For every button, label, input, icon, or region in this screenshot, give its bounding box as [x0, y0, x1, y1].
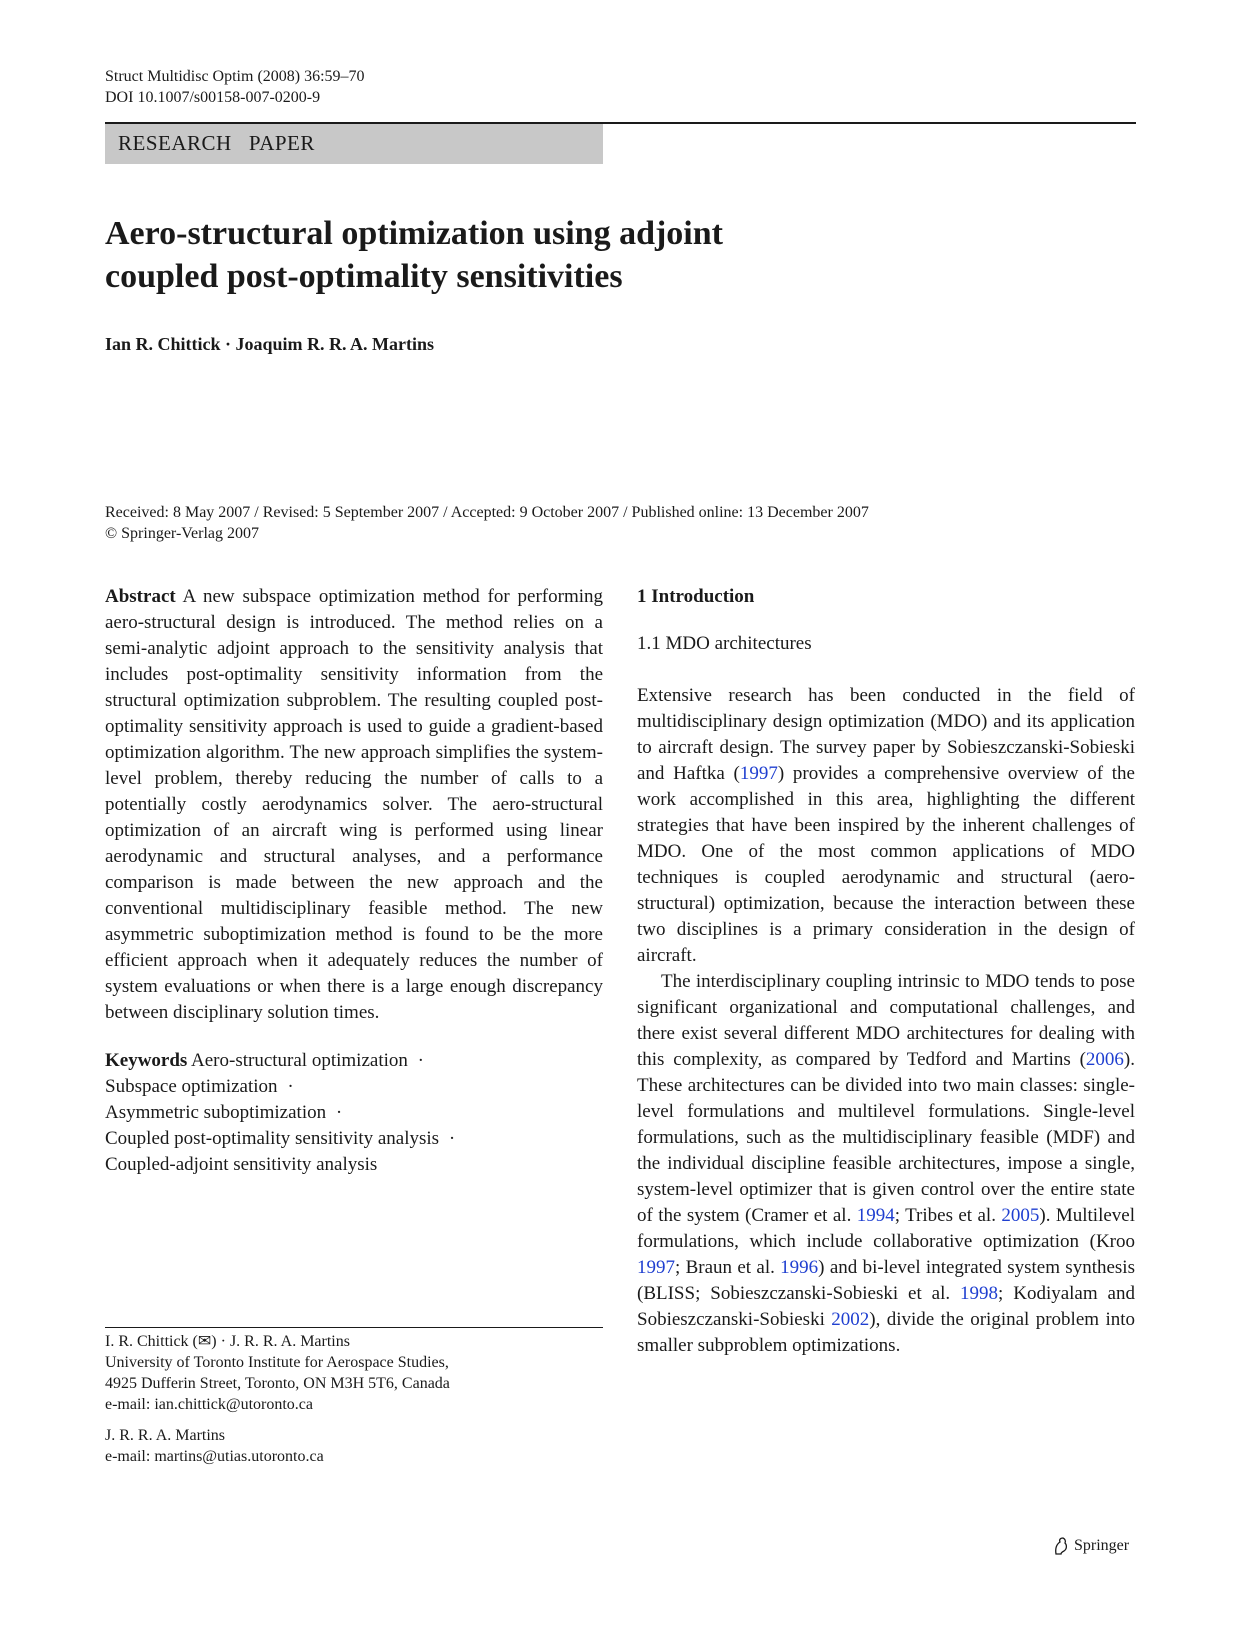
title-line-1: Aero-structural optimization using adjoint	[105, 215, 723, 252]
article-type-banner	[105, 124, 603, 164]
affiliation-2	[105, 1425, 603, 1467]
citation-link[interactable]: 1997	[637, 1257, 675, 1278]
citation-link[interactable]: 1996	[780, 1257, 819, 1278]
springer-horse-icon	[1052, 1536, 1070, 1556]
left-column	[105, 584, 603, 1178]
keyword-item: Coupled post-optimality sensitivity analysis	[105, 1128, 440, 1149]
journal-citation: Struct Multidisc Optim (2008) 36:59–70	[105, 68, 365, 85]
text-run: ) and bi-level integrated system synthesis (BLISS; Sobieszczanski-Sobieski et al.	[637, 1257, 1135, 1304]
paper-title	[105, 212, 905, 298]
intro-paragraph-1	[637, 683, 1135, 969]
keyword-separator: ·	[287, 1076, 294, 1097]
author-affiliations	[105, 1331, 603, 1477]
affiliation-1-address: 4925 Dufferin Street, Toronto, ON M3H 5T6, Canada	[105, 1375, 450, 1392]
affiliation-1-names: I. R. Chittick (✉) · J. R. R. A. Martins	[105, 1333, 350, 1350]
affiliation-1-email[interactable]: e-mail: ian.chittick@utoronto.ca	[105, 1396, 313, 1413]
citation-link[interactable]: 1998	[960, 1283, 999, 1304]
citation-link[interactable]: 2005	[1001, 1205, 1040, 1226]
keyword-item: Subspace optimization	[105, 1076, 278, 1097]
citation-link[interactable]: 1997	[739, 763, 778, 784]
text-run: ) provides a comprehensive overview of the work accomplished in this area, highlighting the different strategies that have been inspired by the inherent challenges of MDO. One of the most common applications of MDO techniques is coupled aerodynamic and structural (aero-structural) optimization, because the interaction between these two disciplines is a primary consideration in the design of aircraft.	[637, 763, 1135, 966]
affiliation-2-email[interactable]: e-mail: martins@utias.utoronto.ca	[105, 1448, 324, 1465]
text-run: ; Braun et al.	[675, 1257, 781, 1278]
dates-line: Received: 8 May 2007 / Revised: 5 September 2007 / Accepted: 9 October 2007 / Published online: 13 December 2007	[105, 504, 869, 521]
citation-link[interactable]: 1994	[856, 1205, 895, 1226]
abstract-label: Abstract	[105, 586, 176, 607]
text-run: Extensive research has been conducted in the field of multidisciplinary design optimization (MDO) and its application to aircraft design. The survey paper by Sobieszczanski-Sobieski and Haftka (	[637, 685, 1135, 784]
affiliation-1	[105, 1331, 603, 1415]
footnote-rule	[105, 1327, 603, 1328]
journal-header	[105, 66, 365, 108]
publisher-logo	[1052, 1536, 1129, 1556]
keywords-label: Keywords	[105, 1050, 188, 1071]
text-run: ). Multilevel formulations, which include collaborative optimization (Kroo	[637, 1205, 1136, 1252]
author-list: Ian R. Chittick · Joaquim R. R. A. Martins	[105, 334, 435, 354]
text-run: The interdisciplinary coupling intrinsic to MDO tends to pose significant organizational and computational challenges, and there exist several different MDO architectures for dealing with this complexity, as compared by Tedford and Martins (	[637, 971, 1135, 1070]
citation-link[interactable]: 2002	[831, 1309, 870, 1330]
keyword-separator: ·	[448, 1128, 456, 1149]
keyword-separator: ·	[335, 1102, 343, 1123]
keyword-item: Coupled-adjoint sensitivity analysis	[105, 1154, 378, 1175]
keyword-item: Asymmetric suboptimization	[105, 1102, 327, 1123]
text-run: ; Tribes et al.	[894, 1205, 1002, 1226]
section-heading: 1 Introduction	[637, 586, 755, 607]
title-line-2: coupled post-optimality sensitivities	[105, 258, 623, 295]
article-type-label: RESEARCH PAPER	[118, 131, 315, 155]
keyword-item: Aero-structural optimization	[191, 1050, 408, 1071]
keyword-separator: ·	[417, 1050, 424, 1071]
copyright-line: © Springer-Verlag 2007	[105, 525, 260, 542]
affiliation-1-institute: University of Toronto Institute for Aerospace Studies,	[105, 1354, 449, 1371]
text-run: ; Kodiyalam and Sobieszczanski-Sobieski	[637, 1283, 1135, 1330]
affiliation-2-name: J. R. R. A. Martins	[105, 1427, 226, 1444]
publisher-name: Springer	[1074, 1537, 1130, 1554]
publication-dates	[105, 502, 1145, 544]
citation-link[interactable]: 2006	[1085, 1049, 1124, 1070]
keywords	[105, 1048, 603, 1178]
journal-doi: DOI 10.1007/s00158-007-0200-9	[105, 89, 321, 106]
text-run: ), divide the original problem into smaller subproblem optimizations.	[637, 1309, 1135, 1356]
abstract	[105, 584, 603, 1026]
intro-paragraph-2	[637, 969, 1135, 1359]
text-run: ). These architectures can be divided into two main classes: single-level formulations and multilevel formulations. Single-level formulations, such as the multidisciplinary feasible (MDF) and the individual discipline feasible architectures, impose a single, system-level optimizer that is given control over the entire state of the system (Cramer et al.	[637, 1049, 1135, 1226]
subsection-heading: 1.1 MDO architectures	[637, 633, 812, 654]
right-column	[637, 584, 1135, 1359]
abstract-text: A new subspace optimization method for performing aero-structural design is introduced. The method relies on a semi-analytic adjoint approach to the sensitivity analysis that includes post-optimality sensitivity information from the structural optimization subproblem. The resulting coupled post-optimality sensitivity approach is used to guide a gradient-based optimization algorithm. The new approach simplifies the system-level problem, thereby reducing the number of calls to a potentially costly aerodynamics solver. The aero-structural optimization of an aircraft wing is performed using linear aerodynamic and structural analyses, and a performance comparison is made between the new approach and the conventional multidisciplinary feasible method. The new asymmetric suboptimization method is found to be the more efficient approach when it adequately reduces the number of system evaluations or when there is a large enough discrepancy between disciplinary solution times.	[105, 586, 603, 1023]
